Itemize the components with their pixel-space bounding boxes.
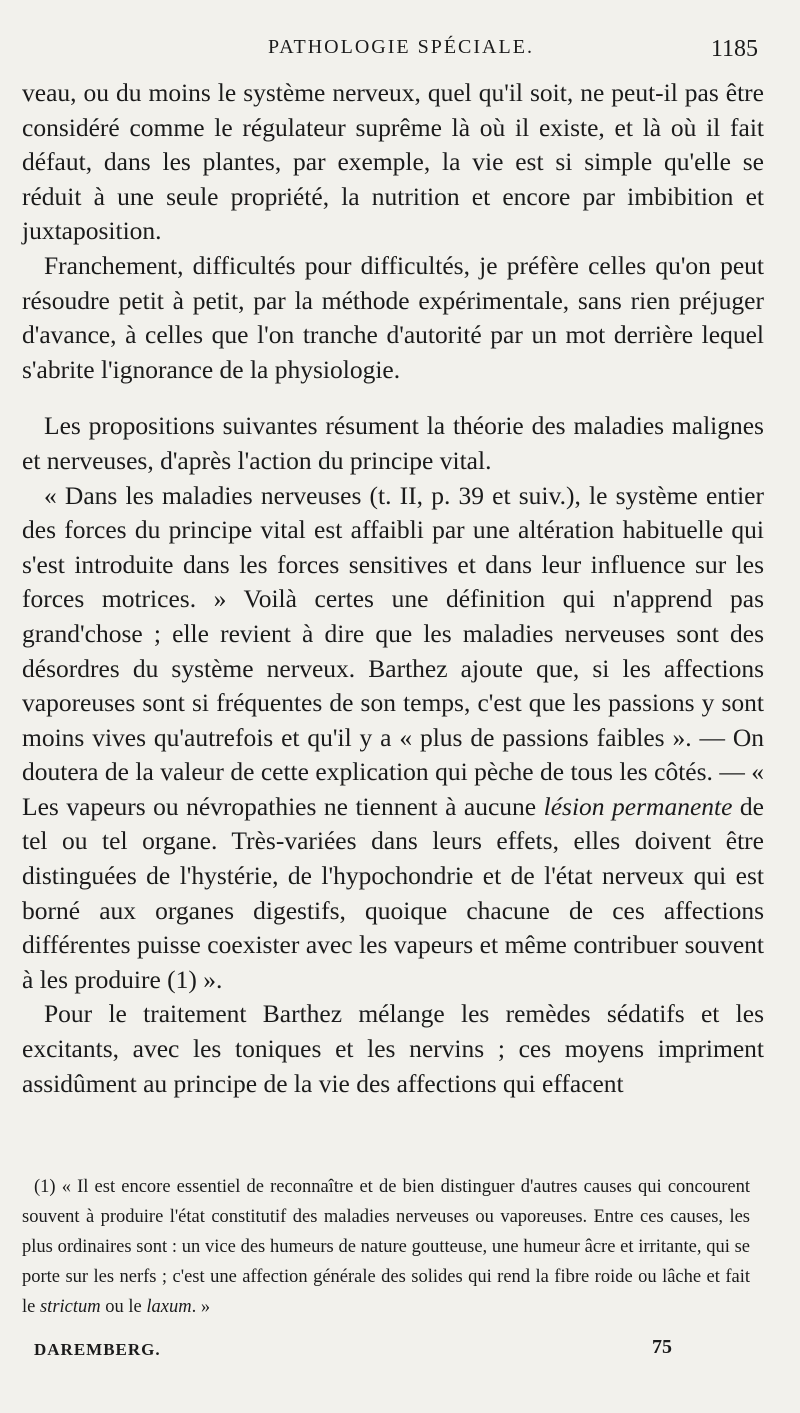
paragraph-5: Pour le traitement Barthez mélange les remèdes sédatifs et les excitants, avec les toniques et les nervins ; ces moyens impriment assidûment au principe de la vie des affections qui effacent: [22, 999, 764, 1098]
page-footer: [0, 1336, 800, 1370]
author-signature: DAREMBERG.: [34, 1340, 161, 1359]
paragraph-2: Franchement, difficultés pour difficultés, je préfère celles qu'on peut résoudre petit à petit, par la méthode expérimentale, sans rien préjuger d'avance, à celles que l'on tranche d'autorité par un mot derrière lequel s'abrite l'ignorance de la physiologie.: [22, 250, 764, 384]
paragraph-1: veau, ou du moins le système nerveux, quel qu'il soit, ne peut-il pas être considéré comme le régulateur suprême là où il existe, et là où il fait défaut, dans les plantes, par exemple, la vie est si simple qu'elle se réduit à une seule propriété, la nutrition et encore par imbibition et juxtaposition.: [22, 78, 764, 246]
paragraph-4: [22, 479, 764, 998]
paragraph-4-part-1: « Dans les maladies nerveuses (t. II, p. 39 et suiv.), le système entier des forces du principe vital est affaibli par une altération habituelle qui s'est introduite dans les forces sensitives et dans leur influence sur les forces motrices. » Voilà certes une définition qui n'apprend pas grand'chose ; elle revient à dire que les maladies nerveuses sont des désordres du système nerveux. Barthez ajoute que, si les affections vaporeuses sont si fréquentes de son temps, c'est que les passions y sont moins vives qu'autrefois et qu'il y a « plus de passions faibles ». — On doutera de la valeur de cette explication qui pèche de tous les côtés. — « Les vapeurs ou névropathies ne tiennent à aucune: [22, 480, 764, 821]
footnote-italic-2: laxum: [146, 1297, 192, 1317]
page-header: [0, 36, 800, 70]
paragraph-3: Les propositions suivantes résument la théorie des maladies malignes et nerveuses, d'après l'action du principe vital.: [22, 411, 764, 475]
footnote-text-1: (1) « Il est encore essentiel de reconnaître et de bien distinguer d'autres causes qui concourent souvent à produire l'état constitutif des maladies nerveuses ou vaporeuses. Entre ces causes, les plus ordinaires sont : un vice des humeurs de nature goutteuse, une humeur âcre et irritante, qui se porte sur les nerfs ; c'est une affection générale des solides qui rend la fibre roide ou lâche et fait le: [22, 1177, 750, 1317]
page-number: 1185: [710, 36, 758, 62]
footnote-text-2: ou le: [100, 1297, 147, 1317]
footnote: [22, 1172, 750, 1322]
running-title: PATHOLOGIE SPÉCIALE.: [268, 36, 534, 58]
sheet-signature: 75: [652, 1336, 672, 1358]
main-text: [22, 76, 764, 1101]
italic-term: lésion permanente: [543, 791, 733, 821]
footnote-1: [22, 1172, 750, 1322]
footnote-text-3: . »: [191, 1297, 211, 1317]
paragraph-4-part-2: de tel ou tel organe. Très-variées dans leurs effets, elles doivent être distinguées de l'hystérie, de l'hypochondrie et de l'état nerveux qui est borné aux organes digestifs, quoique chacune de ces affections différentes puisse coexister avec les vapeurs et même contribuer souvent à les produire (1) ».: [22, 791, 765, 994]
footnote-italic-1: strictum: [39, 1297, 101, 1317]
